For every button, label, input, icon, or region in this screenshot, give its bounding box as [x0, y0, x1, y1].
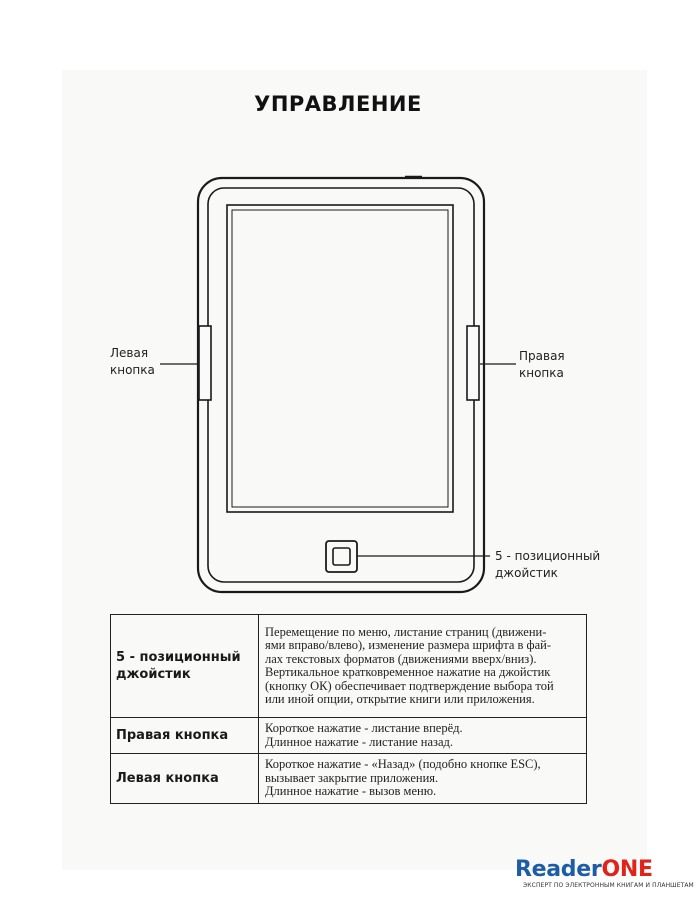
left-side-button [199, 326, 211, 400]
joystick-outer [326, 541, 357, 572]
table-row [111, 754, 587, 804]
device-inner-bezel [208, 188, 474, 582]
control-description-cell [259, 754, 587, 804]
logo-brand-one: ONE [601, 857, 653, 882]
description-line: Короткое нажатие - «Назад» (подобно кнопке ESC), [265, 757, 541, 771]
logo-tagline: ЭКСПЕРТ ПО ЭЛЕКТРОННЫМ КНИГАМ И ПЛАНШЕТАМ [523, 882, 694, 889]
controls-table [110, 614, 587, 804]
control-name-line: Правая кнопка [116, 728, 229, 743]
control-name-line: 5 - позиционный [116, 650, 241, 665]
control-name-cell [111, 754, 259, 804]
description-line: ями вправо/влево), изменение размера шрифта в фай- [265, 638, 552, 652]
description-line: Длинное нажатие - листание назад. [265, 734, 454, 749]
right-button-callout [519, 348, 565, 382]
table-row [111, 718, 587, 754]
description-line: вызывает закрытие приложения. [265, 770, 439, 785]
callout-line: Правая [519, 349, 565, 363]
description-line: (кнопку ОК) обеспечивает подтверждение выбора той [265, 678, 554, 693]
callout-line: кнопка [110, 363, 155, 377]
control-name-cell [111, 615, 259, 718]
table-row [111, 615, 587, 718]
page-title: УПРАВЛЕНИЕ [254, 92, 422, 116]
joystick-callout [495, 548, 600, 582]
device-screen-inner [232, 210, 448, 507]
callout-line: кнопка [519, 366, 564, 380]
control-name-cell [111, 718, 259, 754]
control-name-line: Левая кнопка [116, 770, 219, 786]
callout-line: джойстик [495, 566, 558, 580]
control-description-cell [259, 615, 587, 718]
description-line: Вертикальное кратковременное нажатие на джойстик [265, 665, 551, 679]
joystick-inner [333, 548, 350, 565]
control-description-cell [259, 718, 587, 754]
description-line: Длинное нажатие - вызов меню. [265, 784, 437, 798]
right-side-button [467, 326, 479, 400]
control-name-line: джойстик [116, 667, 191, 682]
callout-line: 5 - позиционный [495, 549, 601, 563]
description-line: Короткое нажатие - листание вперёд. [265, 721, 463, 735]
description-line: лах текстовых форматов (движениями вверх/вниз). [265, 651, 537, 666]
logo-brand [515, 858, 700, 882]
device-outer-body [198, 178, 484, 592]
description-line: Перемещение по меню, листание страниц (движени- [265, 624, 547, 639]
left-button-callout [110, 345, 155, 379]
callout-line: Левая [110, 346, 149, 360]
logo-brand-reader: Reader [515, 857, 602, 882]
readerone-logo [515, 858, 700, 890]
device-screen-outer [227, 205, 453, 512]
description-line: или иной опции, открытие книги или приложения. [265, 692, 535, 706]
